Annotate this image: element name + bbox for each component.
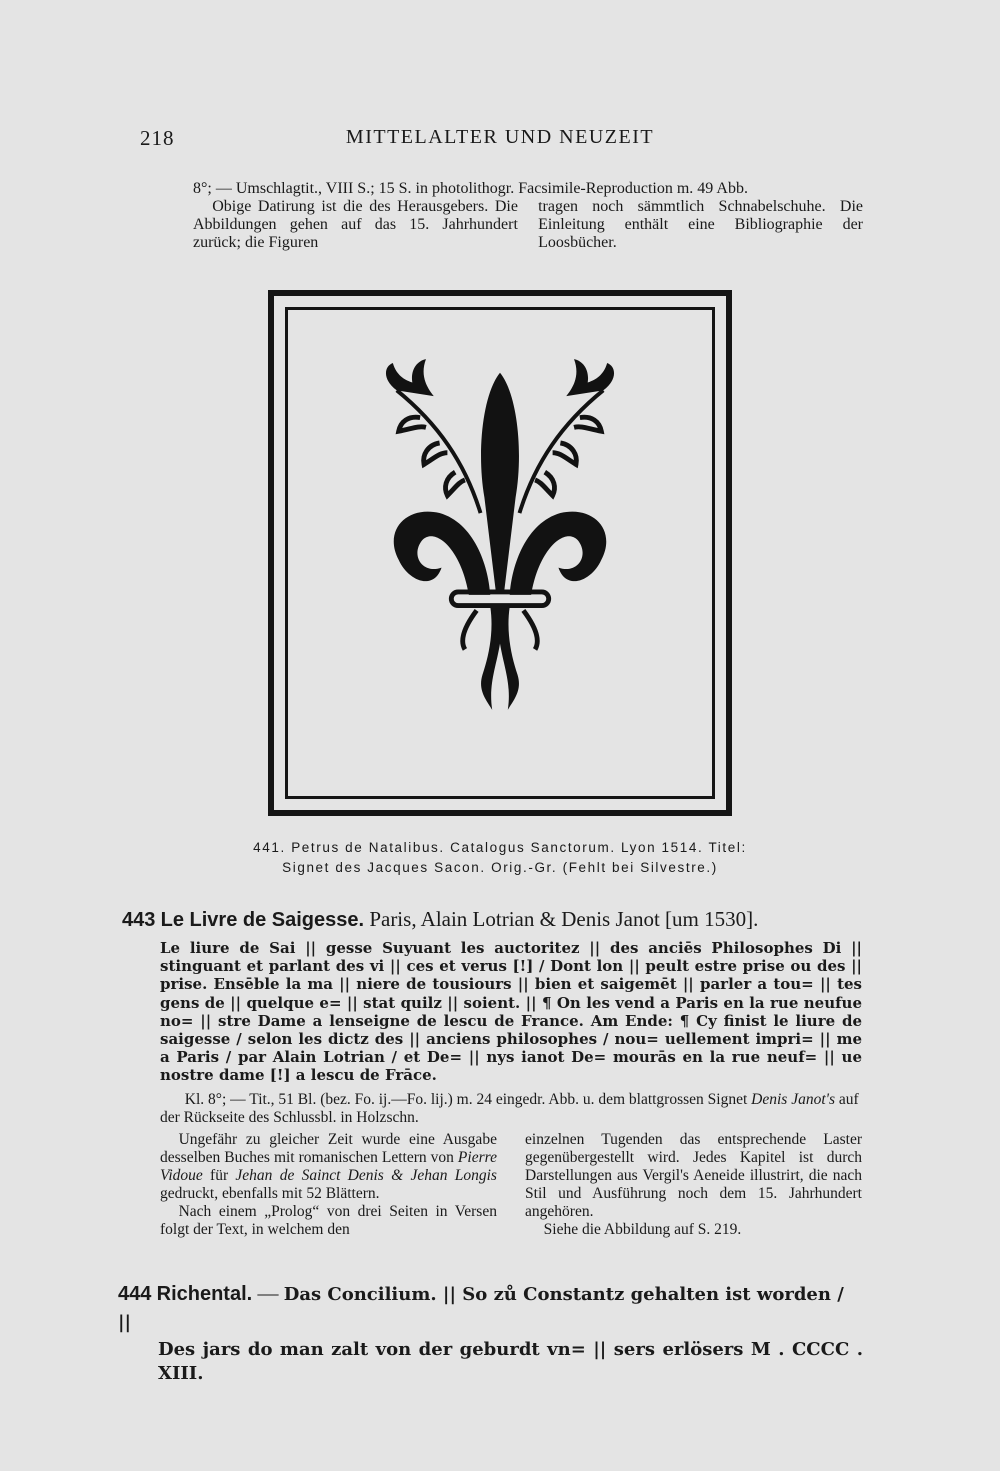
entry-heading (118, 1280, 863, 1336)
catalog-entry-444 (118, 1280, 863, 1386)
collation-text-end: auf der Rückseite des Schlussbl. in Holzschn. (160, 1090, 859, 1126)
publisher-names: Jehan de Sainct Denis & Jehan Longis (235, 1166, 497, 1184)
annotation-columns (193, 198, 863, 252)
entry-heading (122, 906, 862, 933)
commentary-left-column (160, 1131, 497, 1239)
commentary-text: Ungefähr zu gleicher Zeit wurde eine Ausgabe desselben Buches mit romanischen Lettern von (160, 1130, 497, 1166)
running-head (140, 126, 860, 156)
collation-text: Kl. 8°; — Tit., 51 Bl. (bez. Fo. ij.—Fo. lij.) m. 24 eingedr. Abb. u. dem blattgrossen Signet (184, 1090, 752, 1108)
entry-title: Richental. (156, 1283, 253, 1305)
collation-note (160, 1091, 862, 1127)
annotation-right-text: tragen noch sämmtlich Schnabelschuhe. Die Einleitung enthält eine Bibliographie der Loosbücher. (538, 198, 863, 251)
catalog-entry-443 (122, 906, 862, 1239)
commentary-right-column (525, 1131, 862, 1239)
blackletter-title-start: Das Concilium. || So zů Constantz gehalten ist worden / || (118, 1284, 844, 1333)
cross-reference: Siehe die Abbildung auf S. 219. (543, 1220, 742, 1238)
fleur-de-lis-icon (274, 296, 726, 810)
figure-caption (200, 838, 800, 878)
collation-italic: Denis Janot's (751, 1090, 835, 1108)
running-title: MITTELALTER UND NEUZEIT (345, 126, 655, 148)
collation-line: 8°; — Umschlagtit., VIII S.; 15 S. in photolithogr. Facsimile-Reproduction m. 49 Abb. (193, 180, 748, 197)
commentary-paragraph (160, 1131, 497, 1203)
blackletter-title-transcription: Des jars do man zalt von der geburdt vn= || sers erlösers M . CCCC . XIII. (158, 1339, 863, 1384)
page-number: 218 (140, 126, 175, 150)
figure-caption-line-2: Signet des Jacques Sacon. Orig.-Gr. (Fehlt bei Silvestre.) (282, 860, 718, 875)
commentary-text: gedruckt, ebenfalls mit 52 Blättern. (160, 1184, 380, 1202)
annotation-left-column (193, 198, 518, 252)
entry-number: 443 (122, 909, 156, 931)
previous-entry-continuation (193, 180, 863, 252)
entry-dash: — (252, 1281, 284, 1305)
entry-commentary (160, 1131, 862, 1239)
commentary-paragraph: einzelnen Tugenden das entsprechende Laster gegenübergestellt wird. Jedes Kapitel ist durch Darstellungen aus Vergil's Aeneide illustrirt, die nach Stil und Ausführung noch dem 15. Jahrhundert angehören. (525, 1130, 862, 1220)
commentary-text: für (202, 1166, 236, 1184)
annotation-right-column (538, 198, 863, 252)
entry-title: Le Livre de Saigesse. (160, 909, 365, 931)
annotation-left-text: Obige Datirung ist die des Herausgebers. Die Abbildungen gehen auf das 15. Jahrhundert zurück; die Figuren (193, 198, 518, 251)
printer-mark-figure (268, 290, 732, 816)
figure-caption-line-1: 441. Petrus de Natalibus. Catalogus Sanctorum. Lyon 1514. Titel: (253, 840, 747, 855)
entry-imprint: Paris, Alain Lotrian & Denis Janot [um 1530]. (369, 907, 759, 931)
printer-name: Pierre Vidoue (160, 1148, 497, 1184)
blackletter-title-transcription: Le liure de Sai || gesse Suyuant les auctoritez || des anciēs Philosophes Di || stinguant et parlant des vi || ces et verus [!] / Dont lon || peult estre prise ou des || prise. Ensēble la ma || niere de tousiours || bien et saigemēt || parler a tou= || tes gens de || quelque e= || stat quilz || soient. || ¶ On les vend a Paris en la rue neufue no= || stre Dame a lenseigne de lescu de France. Am Ende: ¶ Cy finist le liure de saigesse / selon les dictz des || anciens philosophes / nou= uellement impri= || me a Paris / par Alain Lotrian / et De= || nys ianot De= mourās en la rue neuf= || ue nostre dame [!] a lescu de Frāce. (160, 939, 862, 1085)
commentary-paragraph: Nach einem „Prolog“ von drei Seiten in Versen folgt der Text, in welchem den (160, 1202, 497, 1238)
entry-number: 444 (118, 1283, 152, 1305)
